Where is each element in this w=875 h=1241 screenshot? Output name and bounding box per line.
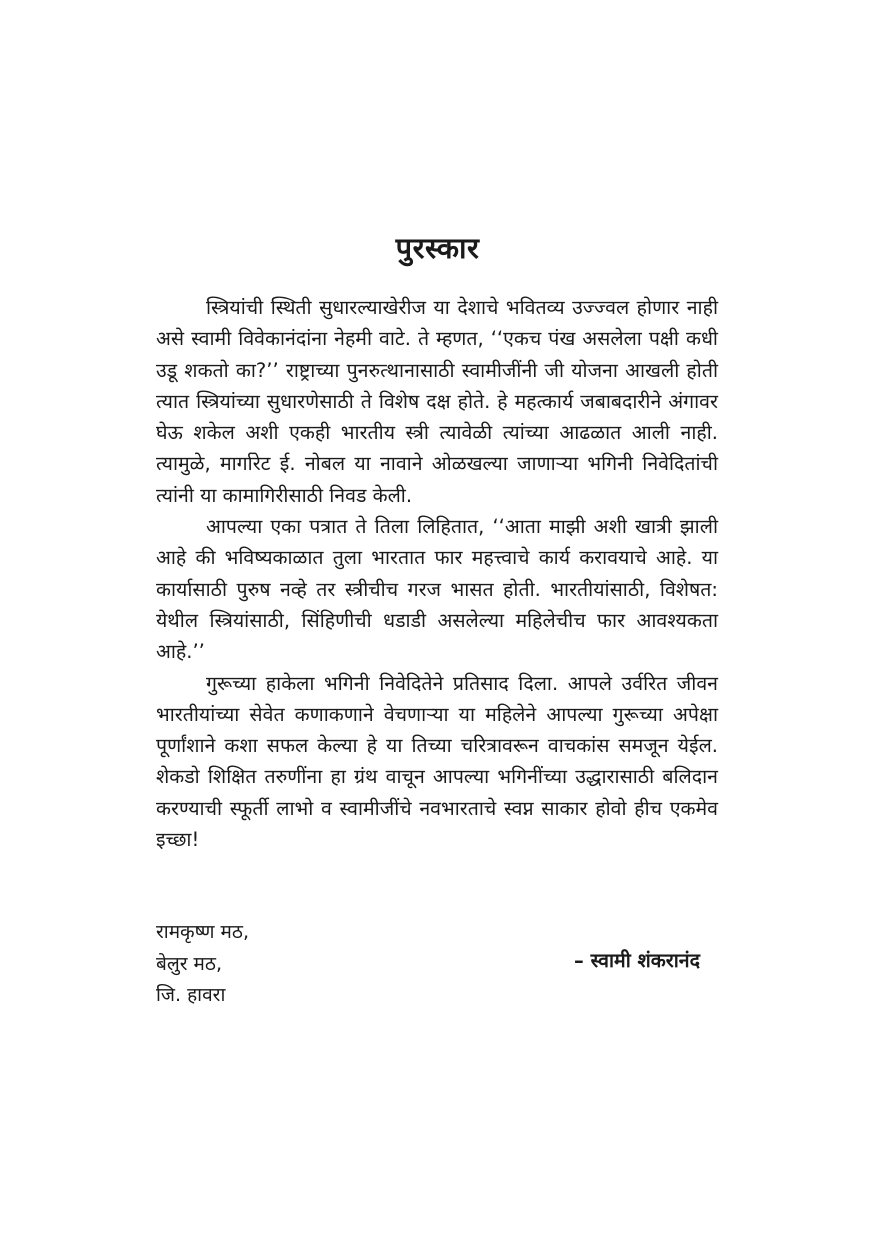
- paragraph-2: आपल्या एका पत्रात ते तिला लिहितात, ‘‘आता माझी अशी खात्री झाली आहे की भविष्यकाळात तुला भारतात फार महत्त्वाचे कार्य करावयाचे आहे. या कार्यासाठी पुरुष नव्हे तर स्त्रीचीच गरज भासत होती. भारतीयांसाठी, विशेषत: येथील स्त्रियांसाठी, सिंहिणीची धडाडी असलेल्या महिलेचीच फार आवश्यकता आहे.’’: [156, 515, 718, 664]
- paragraph-1: स्त्रियांची स्थिती सुधारल्याखेरीज या देशाचे भवितव्य उज्ज्वल होणार नाही असे स्वामी विवेकानंदांना नेहमी वाटे. ते म्हणत, ‘‘एकच पंख असलेला पक्षी कधी उडू शकतो का?’’ राष्ट्राच्या पुनरुत्थानासाठी स्वामीजींनी जी योजना आखली होती त्यात स्त्रियांच्या सुधारणेसाठी ते विशेष दक्ष होते. हे महत्कार्य जबाबदारीने अंगावर घेऊ शकेल अशी एकही भारतीय स्त्री त्यावेळी त्यांच्या आढळात आली नाही. त्यामुळे, मार्गारेट ई. नोबल या नावाने ओळखल्या जाणाऱ्या भगिनी निवेदितांची त्यांनी या कामागिरीसाठी निवड केली.: [156, 296, 718, 507]
- place-line-1: रामकृष्ण मठ,: [156, 921, 249, 943]
- page-title: पुरस्कार: [395, 231, 480, 265]
- place-line-2: बेलुर मठ,: [156, 952, 222, 975]
- author-signature: – स्वामी शंकरानंद: [574, 949, 700, 972]
- preface-body: [156, 292, 718, 855]
- paragraph-3: गुरूच्या हाकेला भगिनी निवेदितेने प्रतिसाद दिला. आपले उर्वरित जीवन भारतीयांच्या सेवेत कणाकणाने वेचणाऱ्या या महिलेने आपल्या गुरूच्या अपेक्षा पूर्णांशाने कशा सफल केल्या हे या तिच्या चरित्रावरून वाचकांस समजून येईल. शेकडो शिक्षित तरुणींना हा ग्रंथ वाचून आपल्या भगिनींच्या उद्धारासाठी बलिदान करण्याची स्फूर्ती लाभो व स्वामीजींचे नवभारताचे स्वप्न साकार होवो हीच एकमेव इच्छा!: [156, 671, 718, 852]
- place-line-3: जि. हावरा: [156, 984, 226, 1006]
- preface-footer: [156, 917, 718, 1027]
